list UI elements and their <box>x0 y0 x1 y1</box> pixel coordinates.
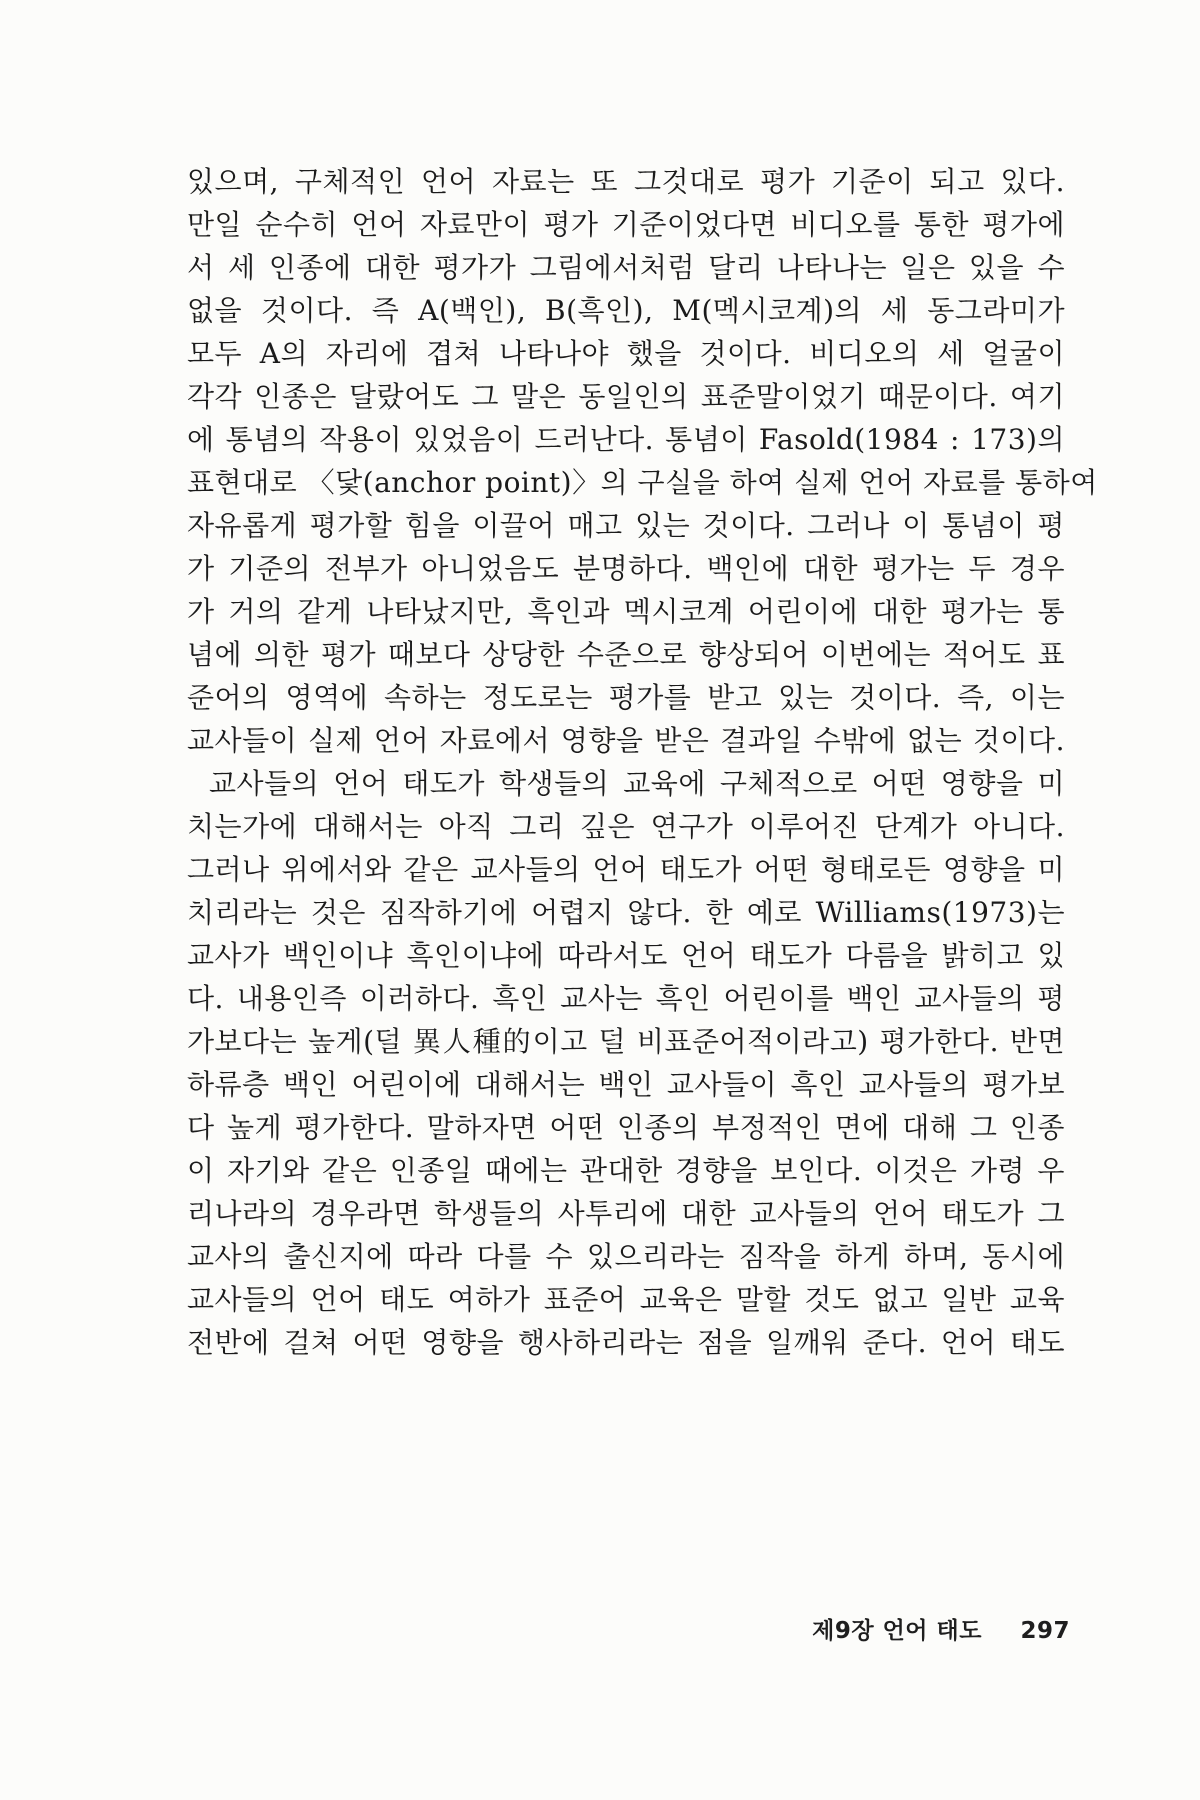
chapter-title: 언어 태도 <box>882 1618 982 1644</box>
page-footer <box>812 1612 1070 1645</box>
text-line: 교사들의 언어 태도가 학생들의 교육에 구체적으로 어떤 영향을 미 <box>209 767 1065 800</box>
text-line: 만일 순수히 언어 자료만이 평가 기준이었다면 비디오를 통한 평가에 <box>187 208 1065 241</box>
text-line: 전반에 걸쳐 어떤 영향을 행사하리라는 점을 일깨워 준다. 언어 태도 <box>187 1326 1065 1359</box>
text-line: 이 자기와 같은 인종일 때에는 관대한 경향을 보인다. 이것은 가령 우 <box>187 1154 1065 1187</box>
text-line: 모두 A의 자리에 겹쳐 나타나야 했을 것이다. 비디오의 세 얼굴이 <box>187 337 1065 370</box>
chapter-number: 제9장 <box>812 1618 875 1644</box>
text-line: 다 높게 평가한다. 말하자면 어떤 인종의 부정적인 면에 대해 그 인종 <box>187 1111 1065 1144</box>
text-line: 표현대로 〈닻(anchor point)〉의 구실을 하여 실제 언어 자료를 통하여 <box>187 466 1098 499</box>
page-number: 297 <box>1020 1618 1070 1644</box>
text-line: 에 통념의 작용이 있었음이 드러난다. 통념이 Fasold(1984 : 173)의 <box>187 423 1065 456</box>
text-line: 그러나 위에서와 같은 교사들의 언어 태도가 어떤 형태로든 영향을 미 <box>187 853 1065 886</box>
text-line: 서 세 인종에 대한 평가가 그림에서처럼 달리 나타나는 일은 있을 수 <box>187 251 1065 284</box>
text-line: 교사가 백인이냐 흑인이냐에 따라서도 언어 태도가 다름을 밝히고 있 <box>187 939 1065 972</box>
text-line: 가 기준의 전부가 아니었음도 분명하다. 백인에 대한 평가는 두 경우 <box>187 552 1065 585</box>
text-line: 하류층 백인 어린이에 대해서는 백인 교사들이 흑인 교사들의 평가보 <box>187 1068 1065 1101</box>
chapter-label <box>812 1612 982 1645</box>
text-line: 념에 의한 평가 때보다 상당한 수준으로 향상되어 이번에는 적어도 표 <box>187 638 1065 671</box>
text-line: 치리라는 것은 짐작하기에 어렵지 않다. 한 예로 Williams(1973)는 <box>187 896 1065 929</box>
text-line: 다. 내용인즉 이러하다. 흑인 교사는 흑인 어린이를 백인 교사들의 평 <box>187 982 1065 1015</box>
text-line: 치는가에 대해서는 아직 그리 깊은 연구가 이루어진 단계가 아니다. <box>187 810 1065 843</box>
text-line: 리나라의 경우라면 학생들의 사투리에 대한 교사들의 언어 태도가 그 <box>187 1197 1065 1230</box>
text-line: 가 거의 같게 나타났지만, 흑인과 멕시코계 어린이에 대한 평가는 통 <box>187 595 1065 628</box>
text-line: 교사들의 언어 태도 여하가 표준어 교육은 말할 것도 없고 일반 교육 <box>187 1283 1065 1316</box>
text-line: 교사의 출신지에 따라 다를 수 있으리라는 짐작을 하게 하며, 동시에 <box>187 1240 1065 1273</box>
text-line: 가보다는 높게(덜 異人種的이고 덜 비표준어적이라고) 평가한다. 반면 <box>187 1025 1065 1058</box>
text-line: 있으며, 구체적인 언어 자료는 또 그것대로 평가 기준이 되고 있다. <box>187 165 1065 198</box>
text-line: 준어의 영역에 속하는 정도로는 평가를 받고 있는 것이다. 즉, 이는 <box>187 681 1065 714</box>
text-line: 없을 것이다. 즉 A(백인), B(흑인), M(멕시코계)의 세 동그라미가 <box>187 294 1065 327</box>
text-line: 교사들이 실제 언어 자료에서 영향을 받은 결과일 수밖에 없는 것이다. <box>187 724 1065 757</box>
text-line: 각각 인종은 달랐어도 그 말은 동일인의 표준말이었기 때문이다. 여기 <box>187 380 1065 413</box>
text-line: 자유롭게 평가할 힘을 이끌어 매고 있는 것이다. 그러나 이 통념이 평 <box>187 509 1065 542</box>
body-text <box>187 160 1098 1364</box>
